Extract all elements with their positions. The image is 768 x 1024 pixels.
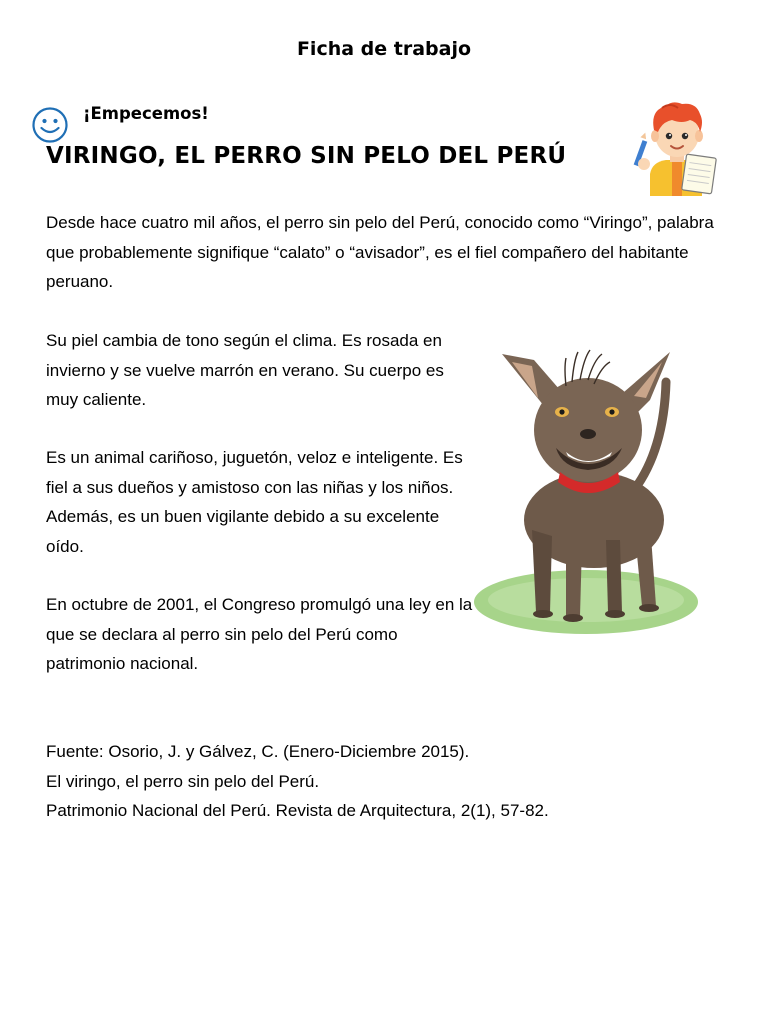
- paragraph-skin: Su piel cambia de tono según el clima. Es rosada en invierno y se vuelve marrón en verano. Su cuerpo es muy caliente.: [46, 331, 444, 409]
- article-heading: VIRINGO, EL PERRO SIN PELO DEL PERÚ: [46, 143, 567, 169]
- source-citation: [46, 737, 549, 826]
- paragraph-law: En octubre de 2001, el Congreso promulgó una ley en la que se declara al perro sin pelo del Perú como patrimonio nacional.: [46, 595, 473, 673]
- intro-label: ¡Empecemos!: [83, 104, 209, 123]
- paragraph-origin: Desde hace cuatro mil años, el perro sin pelo del Perú, conocido como “Viringo”, palabra que probablemente signifique “calato” o “avisador”, es el fiel compañero del habitante peruano.: [46, 213, 714, 291]
- source-line: Patrimonio Nacional del Perú. Revista de Arquitectura, 2(1), 57-82.: [46, 801, 549, 820]
- page-title: Ficha de trabajo: [296, 38, 472, 60]
- smiley-icon: [31, 106, 69, 144]
- hairless-dog-illustration: [474, 340, 702, 638]
- paragraph-character: Es un animal cariñoso, juguetón, veloz e inteligente. Es fiel a sus dueños y amistoso con las niñas y los niños. Además, es un buen vigilante debido a su excelente oído.: [46, 448, 463, 556]
- source-line: El viringo, el perro sin pelo del Perú.: [46, 771, 320, 791]
- kid-with-pencil-illustration: [632, 100, 722, 196]
- source-line: Fuente: Osorio, J. y Gálvez, C. (Enero-Diciembre 2015).: [46, 742, 470, 761]
